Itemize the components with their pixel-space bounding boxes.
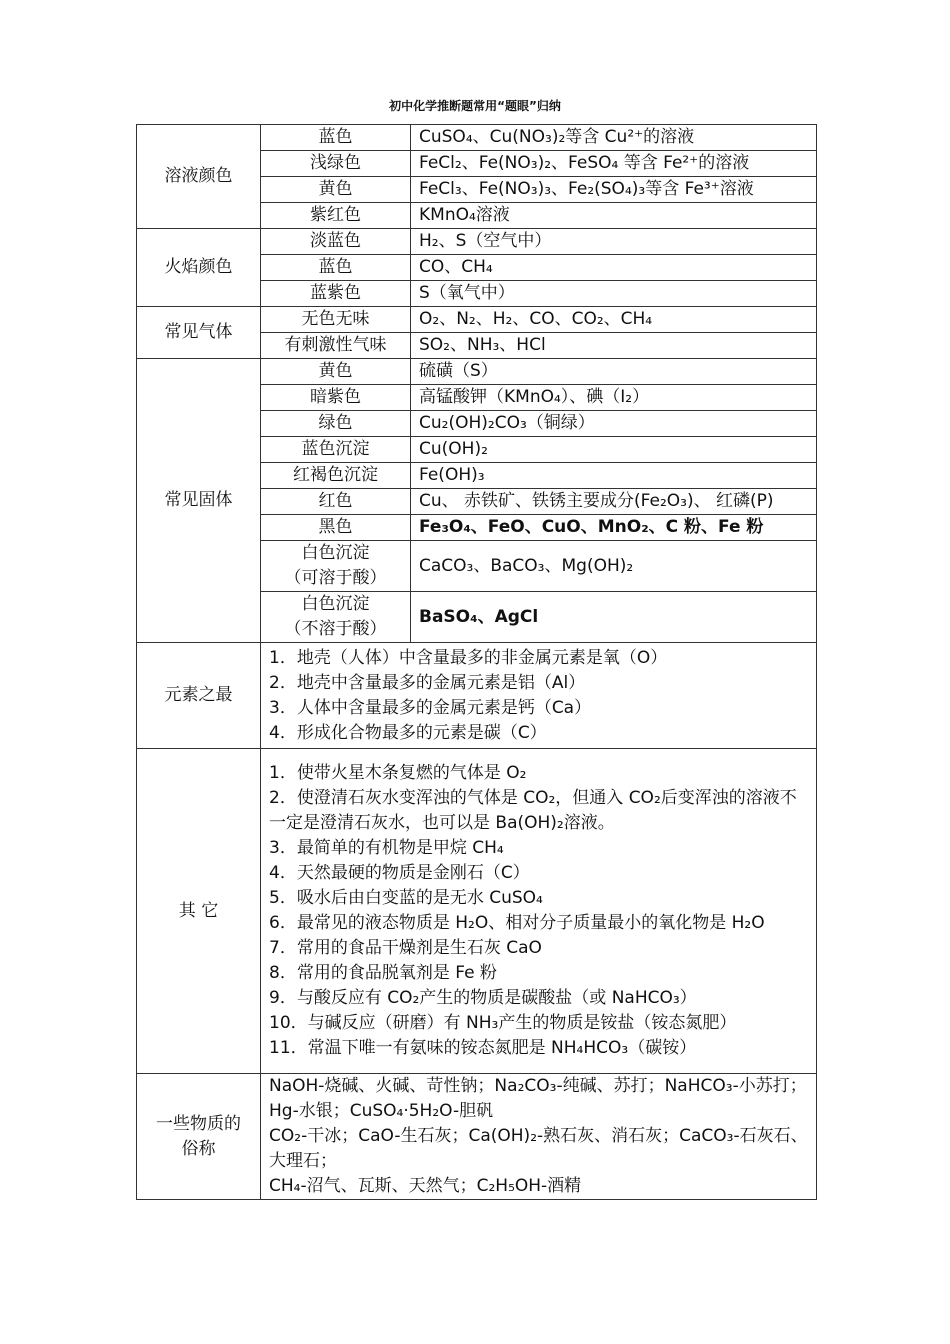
table-row — [137, 307, 817, 333]
list-item: 10．与碱反应（研磨）有 NH₃产生的物质是铵盐（铵态氮肥） — [269, 1013, 737, 1033]
value-cell: CuSO₄、Cu(NO₃)₂等含 Cu²⁺的溶液 — [411, 125, 817, 151]
subcategory-cell: 黄色 — [261, 177, 411, 203]
value-cell: Cu(OH)₂ — [411, 437, 817, 463]
subcategory-cell: 有刺激性气味 — [261, 333, 411, 359]
subcategory-cell: 红色 — [261, 489, 411, 515]
list-item: 8．常用的食品脱氧剂是 Fe 粉 — [269, 963, 497, 983]
value-cell: 高锰酸钾（KMnO₄）、碘（I₂） — [411, 385, 817, 411]
value-cell: Cu、 赤铁矿、铁锈主要成分(Fe₂O₃)、 红磷(P) — [411, 489, 817, 515]
value-cell: S（氧气中） — [411, 281, 817, 307]
list-item: NaOH-烧碱、火碱、苛性钠；Na₂CO₃-纯碱、苏打；NaHCO₃-小苏打；Hg-水银；CuSO₄·5H₂O-胆矾 — [269, 1076, 807, 1121]
category-label-line: 俗称 — [181, 1138, 216, 1159]
subcategory-cell: 黄色 — [261, 359, 411, 385]
table-row — [137, 749, 817, 1074]
subcategory-cell: 蓝色沉淀 — [261, 437, 411, 463]
subcategory-cell — [261, 592, 411, 643]
summary-table — [136, 124, 817, 1200]
subcategory-cell: 蓝色 — [261, 255, 411, 281]
subcategory-cell: 红褐色沉淀 — [261, 463, 411, 489]
value-cell: Cu₂(OH)₂CO₃（铜绿） — [411, 411, 817, 437]
value-cell: FeCl₃、Fe(NO₃)₃、Fe₂(SO₄)₃等含 Fe³⁺溶液 — [411, 177, 817, 203]
list-item: 4．形成化合物最多的元素是碳（C） — [269, 722, 547, 743]
subcategory-line: 白色沉淀 — [301, 543, 370, 563]
subcategory-cell: 淡蓝色 — [261, 229, 411, 255]
subcategory-cell: 绿色 — [261, 411, 411, 437]
subcategory-cell: 黑色 — [261, 515, 411, 541]
category-solution-color: 溶液颜色 — [137, 125, 261, 229]
list-item: 2．使澄清石灰水变浑浊的气体是 CO₂，但通入 CO₂后变浑浊的溶液不一定是澄清石灰水，也可以是 Ba(OH)₂溶液。 — [269, 788, 797, 833]
list-item: 7．常用的食品干燥剂是生石灰 CaO — [269, 938, 542, 958]
list-item: 11．常温下唯一有氨味的铵态氮肥是 NH₄HCO₃（碳铵） — [269, 1038, 697, 1058]
value-cell: FeCl₂、Fe(NO₃)₂、FeSO₄ 等含 Fe²⁺的溶液 — [411, 151, 817, 177]
category-common-gas: 常见气体 — [137, 307, 261, 359]
list-item: 9．与酸反应有 CO₂产生的物质是碳酸盐（或 NaHCO₃） — [269, 988, 697, 1008]
value-cell: Fe₃O₄、FeO、CuO、MnO₂、C 粉、Fe 粉 — [411, 515, 817, 541]
value-cell: SO₂、NH₃、HCl — [411, 333, 817, 359]
subcategory-cell — [261, 541, 411, 592]
subcategory-cell: 蓝色 — [261, 125, 411, 151]
list-item: 1．使带火星木条复燃的气体是 O₂ — [269, 763, 527, 783]
value-cell: BaSO₄、AgCl — [411, 592, 817, 643]
list-cell — [261, 749, 817, 1074]
page-title: 初中化学推断题常用“题眼”归纳 — [389, 99, 561, 113]
list-item: 1．地壳（人体）中含量最多的非金属元素是氧（O） — [269, 647, 668, 668]
subcategory-line: （可溶于酸） — [284, 568, 387, 588]
value-cell: KMnO₄溶液 — [411, 203, 817, 229]
category-others: 其 它 — [137, 749, 261, 1074]
list-cell — [261, 643, 817, 749]
category-flame-color: 火焰颜色 — [137, 229, 261, 307]
list-item: 6．最常见的液态物质是 H₂O、相对分子质量最小的氧化物是 H₂O — [269, 913, 765, 933]
list-item: CO₂-干冰；CaO-生石灰；Ca(OH)₂-熟石灰、消石灰；CaCO₃-石灰石、大理石； — [269, 1126, 808, 1171]
value-cell: H₂、S（空气中） — [411, 229, 817, 255]
table-row — [137, 643, 817, 749]
list-item: 5．吸水后由白变蓝的是无水 CuSO₄ — [269, 888, 543, 908]
table-row — [137, 1074, 817, 1200]
list-item: 3．人体中含量最多的金属元素是钙（Ca） — [269, 697, 592, 718]
list-item: 2．地壳中含量最多的金属元素是铝（Al） — [269, 672, 586, 693]
list-item: CH₄-沼气、瓦斯、天然气；C₂H₅OH-酒精 — [269, 1176, 582, 1196]
category-common-solid: 常见固体 — [137, 359, 261, 643]
list-item: 4．天然最硬的物质是金刚石（C） — [269, 863, 530, 883]
table-row — [137, 229, 817, 255]
value-cell: CO、CH₄ — [411, 255, 817, 281]
table-row — [137, 125, 817, 151]
value-cell: Fe(OH)₃ — [411, 463, 817, 489]
subcategory-cell: 浅绿色 — [261, 151, 411, 177]
subcategory-cell: 暗紫色 — [261, 385, 411, 411]
subcategory-line: 白色沉淀 — [301, 594, 370, 614]
value-cell: CaCO₃、BaCO₃、Mg(OH)₂ — [411, 541, 817, 592]
category-label-line: 一些物质的 — [156, 1113, 241, 1134]
subcategory-line: （不溶于酸） — [284, 619, 387, 639]
list-item: 3．最简单的有机物是甲烷 CH₄ — [269, 838, 504, 858]
subcategory-cell: 无色无味 — [261, 307, 411, 333]
category-element-superlatives: 元素之最 — [137, 643, 261, 749]
category-common-names — [137, 1074, 261, 1200]
value-cell: 硫磺（S） — [411, 359, 817, 385]
list-cell — [261, 1074, 817, 1200]
subcategory-cell: 蓝紫色 — [261, 281, 411, 307]
table-row — [137, 359, 817, 385]
subcategory-cell: 紫红色 — [261, 203, 411, 229]
value-cell: O₂、N₂、H₂、CO、CO₂、CH₄ — [411, 307, 817, 333]
